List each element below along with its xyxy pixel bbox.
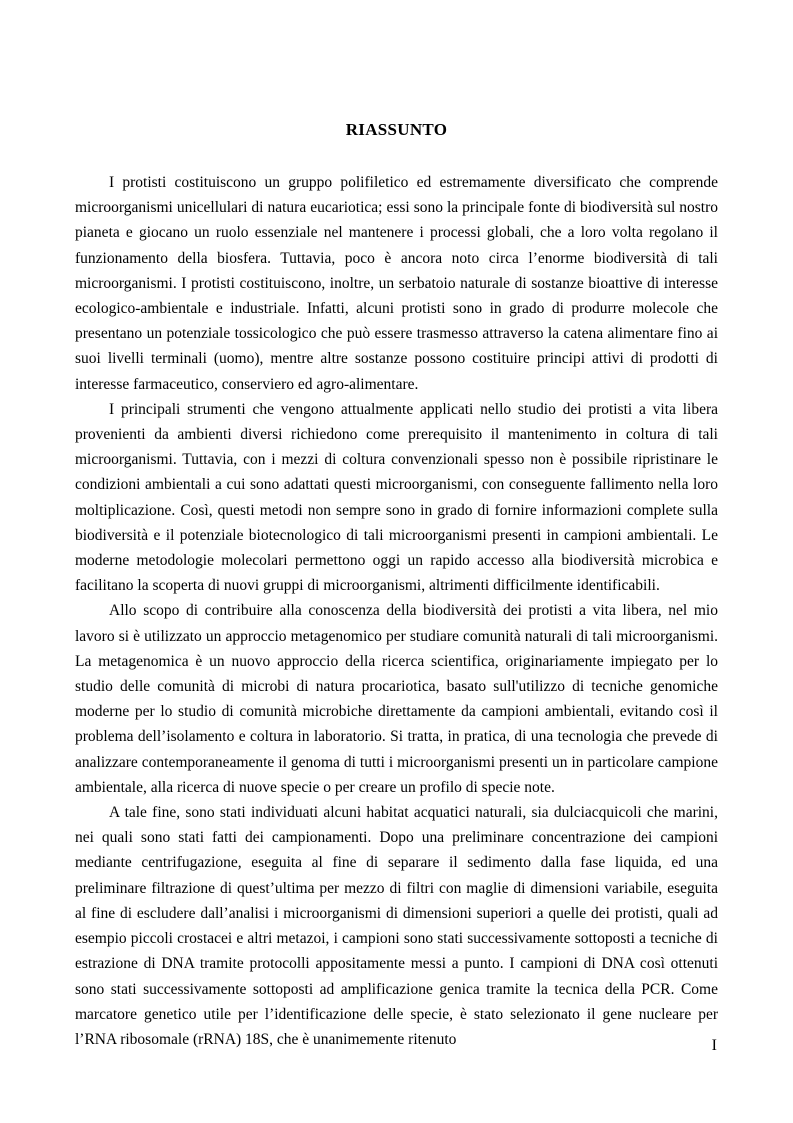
paragraph-2: I principali strumenti che vengono attualmente applicati nello studio dei protisti a vita libera provenienti da ambienti diversi richiedono come prerequisito il mantenimento in coltura di tali microorganismi. Tuttavia, con i mezzi di coltura convenzionali spesso non è possibile ripristinare le condizioni ambientali a cui sono adattati questi microorganismi, con conseguente fallimento nella loro moltiplicazione. Così, questi metodi non sempre sono in grado di fornire informazioni complete sulla biodiversità e il potenziale biotecnologico di tali microorganismi presenti in campioni ambientali. Le moderne metodologie molecolari permettono oggi un rapido accesso alla biodiversità microbica e facilitano la scoperta di nuovi gruppi di microorganismi, altrimenti difficilmente identificabili. — [75, 400, 718, 595]
page-title: RIASSUNTO — [345, 120, 448, 139]
paragraph-4: A tale fine, sono stati individuati alcuni habitat acquatici naturali, sia dulciacquicoli che marini, nei quali sono stati fatti dei campionamenti. Dopo una preliminare concentrazione dei campioni mediante centrifugazione, eseguita al fine di separare il sedimento dalla fase liquida, ed una preliminare filtrazione di quest’ultima per mezzo di filtri con maglie di dimensioni variabile, eseguita al fine di escludere dall’analisi i microorganismi di dimensioni superiori a quelle dei protisti, quali ad esempio piccoli crostacei e altri metazoi, i campioni sono stati successivamente sottoposti a tecniche di estrazione di DNA tramite protocolli appositamente messi a punto. I campioni di DNA così ottenuti sono stati successivamente sottoposti ad amplificazione genica tramite la tecnica della PCR. Come marcatore genetico utile per l’identificazione delle specie, è stato selezionato il gene nucleare per l’RNA ribosomale (rRNA) 18S, che è unanimemente ritenuto — [75, 804, 718, 1048]
paragraph-3: Allo scopo di contribuire alla conoscenza della biodiversità dei protisti a vita libera, nel mio lavoro si è utilizzato un approccio metagenomico per studiare comunità naturali di tali microorganismi. La metagenomica è un nuovo approccio della ricerca scientifica, originariamente impiegato per lo studio delle comunità di microbi di natura procariotica, basato sull'utilizzo di tecniche genomiche moderne per lo studio di comunità microbiche direttamente da campioni ambientali, evitando così il problema dell’isolamento e coltura in laboratorio. Si tratta, in pratica, di una tecnologia che prevede di analizzare contemporaneamente il genoma di tutti i microorganismi presenti un in particolare campione ambientale, alla ricerca di nuove specie o per creare un profilo di specie note. — [75, 602, 718, 796]
page-number: I — [711, 1037, 717, 1054]
paragraph-1: I protisti costituiscono un gruppo polifiletico ed estremamente diversificato che comprende microorganismi unicellulari di natura eucariotica; essi sono la principale fonte di biodiversità sul nostro pianeta e giocano un ruolo essenziale nel mantenere i processi globali, che a loro volta regolano il funzionamento della biosfera. Tuttavia, poco è ancora noto circa l’enorme biodiversità di tali microorganismi. I protisti costituiscono, inoltre, un serbatoio naturale di sostanze bioattive di interesse ecologico-ambientale e industriale. Infatti, alcuni protisti sono in grado di produrre molecole che presentano un potenziale tossicologico che può essere trasmesso attraverso la catena alimentare fino ai suoi livelli terminali (uomo), mentre altre sostanze possono costituire principi attivi di prodotti di interesse farmaceutico, conserviero ed agro-alimentare. — [75, 174, 718, 393]
document-body — [75, 170, 718, 1052]
